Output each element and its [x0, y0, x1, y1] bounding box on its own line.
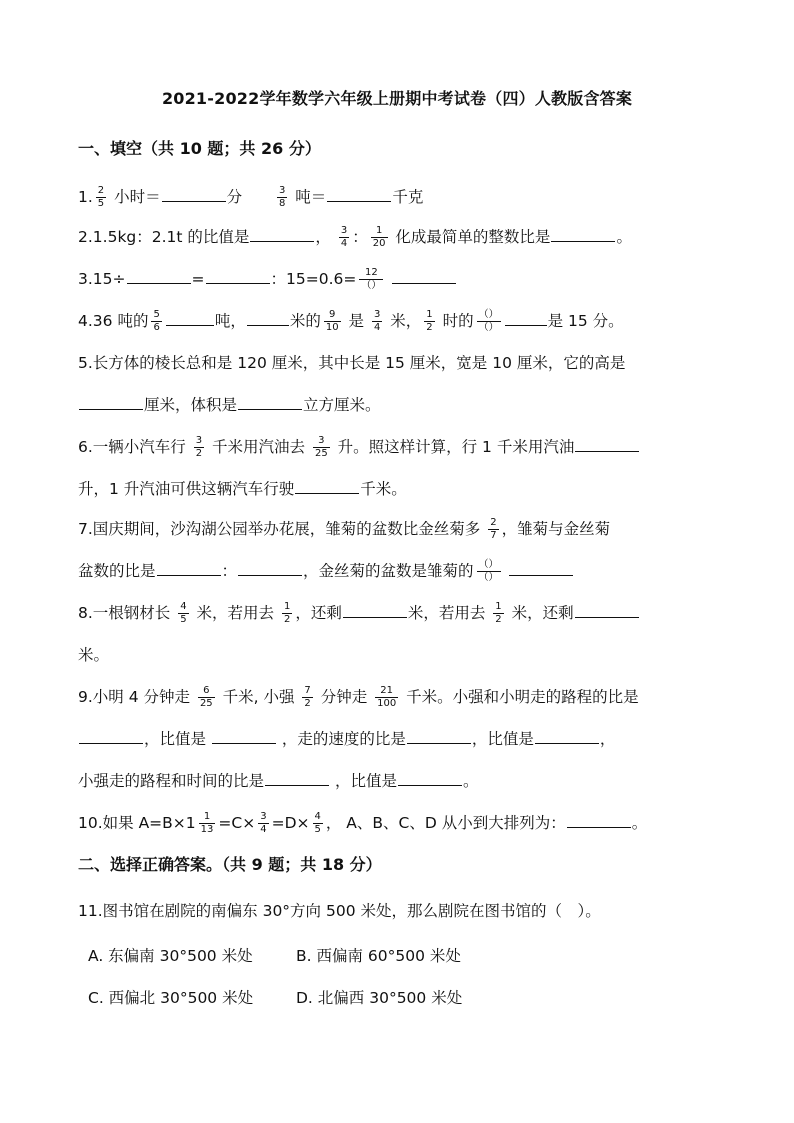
answer-blank[interactable] [157, 574, 221, 576]
fraction: $\frac{6}{25}$ [199, 685, 213, 709]
answer-blank[interactable] [567, 826, 631, 828]
question-7-line-2: 盆数的比是 ： ，金丝菊的盆数是雏菊的 $\frac{()}{()}$ [78, 554, 728, 588]
answer-blank[interactable] [166, 324, 214, 326]
section-heading-fill-in: 一、填空（共 10 题；共 26 分） [78, 139, 321, 158]
fraction: $\frac{3}{4}$ [373, 309, 381, 333]
fraction: $\frac{3}{4}$ [340, 225, 348, 249]
question-2: 2.1.5kg：2.1t 的比值是 ， $\frac{3}{4}$ ： $\frac{1}{20}$ 化成最简单的整数比是 。 [78, 225, 632, 249]
answer-blank[interactable] [238, 408, 302, 410]
answer-blank[interactable] [327, 200, 391, 202]
fraction: $\frac{()}{()}$ [478, 309, 499, 333]
answer-blank[interactable] [575, 450, 639, 452]
answer-blank[interactable] [79, 742, 143, 744]
fraction: $\frac{1}{2}$ [426, 309, 433, 333]
fraction: $\frac{2}{7}$ [490, 517, 497, 541]
question-11: 11.图书馆在剧院的南偏东 30°方向 500 米处，那么剧院在图书馆的（ ）。 [78, 902, 601, 920]
question-6: 6.一辆小汽车行 $\frac{3}{2}$ 千米用汽油去 $\frac{3}{25}$ 升。照这样计算，行 1 千米用汽油 [78, 430, 728, 464]
answer-blank[interactable] [162, 200, 226, 202]
fraction: $\frac{3}{4}$ [260, 811, 267, 835]
question-9: 9.小明 4 分钟走 $\frac{6}{25}$ 千米, 小强 $\frac{7}{2}$ 分钟走 $\frac{21}{100}$ 千米。小强和小明走的路程的比是 [78, 685, 639, 709]
answer-blank[interactable] [206, 282, 270, 284]
answer-blank[interactable] [407, 742, 471, 744]
fraction: $\frac{4}{5}$ [314, 811, 321, 835]
answer-blank[interactable] [79, 408, 143, 410]
fraction: $\frac{1}{2}$ [495, 601, 502, 625]
answer-blank[interactable] [509, 574, 573, 576]
answer-blank[interactable] [238, 574, 302, 576]
question-9-line-3: 小强走的路程和时间的比是 ，比值是 。 [78, 772, 479, 790]
answer-blank[interactable] [212, 742, 276, 744]
fraction: $\frac{12}{()}$ [361, 267, 382, 291]
answer-blank[interactable] [575, 616, 639, 618]
question-3: 3.15÷ = ：15=0.6= $\frac{12}{()}$ [78, 262, 728, 296]
fraction: $\frac{7}{2}$ [304, 685, 311, 709]
question-8-line-2: 米。 [78, 646, 110, 664]
answer-blank[interactable] [265, 784, 329, 786]
fraction: $\frac{()}{()}$ [478, 559, 499, 583]
answer-blank[interactable] [398, 784, 462, 786]
option-b[interactable]: B. 西偏南 60°500 米处 [296, 947, 461, 965]
fraction: $\frac{1}{13}$ [200, 811, 214, 835]
answer-blank[interactable] [505, 324, 547, 326]
option-d[interactable]: D. 北偏西 30°500 米处 [296, 989, 463, 1007]
fraction: $\frac{4}{5}$ [180, 601, 187, 625]
fraction: $\frac{21}{100}$ [377, 685, 397, 709]
fraction: $\frac{3}{25}$ [314, 435, 328, 459]
fraction: $\frac{1}{2}$ [283, 601, 291, 625]
answer-blank[interactable] [247, 324, 289, 326]
question-6-line-2: 升，1 升汽油可供这辆汽车行驶 千米。 [78, 480, 407, 498]
fraction: $\frac{3}{8}$ [279, 185, 286, 209]
fraction: $\frac{9}{10}$ [325, 309, 339, 333]
fraction: $\frac{5}{6}$ [153, 309, 160, 333]
option-c[interactable]: C. 西偏北 30°500 米处 [88, 989, 254, 1007]
answer-blank[interactable] [551, 240, 615, 242]
question-10: 10.如果 A=B×1 $\frac{1}{13}$ =C× $\frac{3}{4}$ =D× $\frac{4}{5}$ ， A、B、C、D 从小到大排列为： 。 [78, 811, 648, 835]
option-a[interactable]: A. 东偏南 30°500 米处 [88, 947, 253, 965]
section-heading-choice: 二、选择正确答案。（共 9 题；共 18 分） [78, 855, 382, 874]
fraction: $\frac{1}{20}$ [372, 225, 386, 249]
question-5: 5.长方体的棱长总和是 120 厘米，其中长是 15 厘米，宽是 10 厘米，它的高是 [78, 354, 626, 372]
answer-blank[interactable] [343, 616, 407, 618]
answer-blank[interactable] [535, 742, 599, 744]
answer-blank[interactable] [250, 240, 314, 242]
fraction: $\frac{3}{2}$ [195, 435, 203, 459]
question-4: 4.36 吨的 $\frac{5}{6}$ 吨， 米的 $\frac{9}{10}$ 是 $\frac{3}{4}$ 米， $\frac{1}{2}$ 时的 $\frac{()}{()}$ 是 15 分。 [78, 309, 624, 333]
answer-blank[interactable] [295, 492, 359, 494]
question-7: 7.国庆期间，沙沟湖公园举办花展，雏菊的盆数比金丝菊多 $\frac{2}{7}$ ，雏菊与金丝菊 [78, 517, 611, 541]
question-9-line-2: ，比值是 ，走的速度的比是 ，比值是 ， [78, 722, 728, 756]
page-title: 2021-2022学年数学六年级上册期中考试卷（四）人教版含答案 [161, 89, 633, 108]
question-8: 8.一根钢材长 $\frac{4}{5}$ 米，若用去 $\frac{1}{2}$ ，还剩 米，若用去 $\frac{1}{2}$ 米，还剩 [78, 596, 728, 630]
fraction: $\frac{2}{5}$ [97, 185, 105, 209]
question-1: 1. $\frac{2}{5}$ 小时＝ 分 $\frac{3}{8}$ 吨＝ 千克 [78, 185, 424, 209]
answer-blank[interactable] [127, 282, 191, 284]
answer-blank[interactable] [392, 282, 456, 284]
question-5-line-2: 厘米，体积是 立方厘米。 [78, 388, 728, 422]
